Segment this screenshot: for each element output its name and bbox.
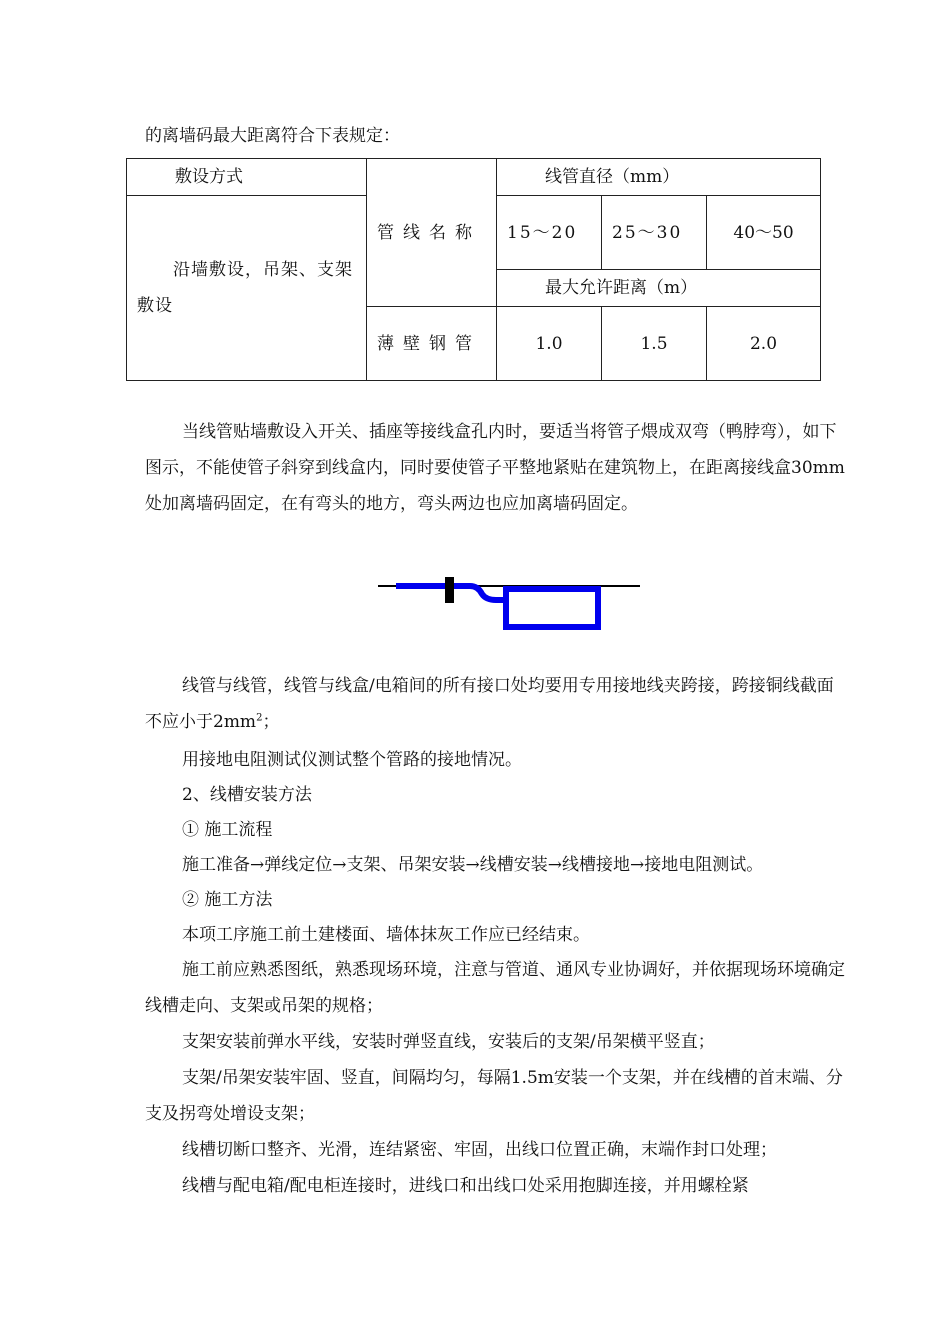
diameter-header: 线管直径（mm） [497, 159, 821, 196]
junction-box-icon [506, 589, 598, 627]
diameter-col-2: 25～30 [602, 196, 707, 270]
row-name: 薄壁钢管 [367, 307, 497, 381]
row-value-1: 1.0 [497, 307, 602, 381]
line-ground-test: 用接地电阻测试仪测试整个管路的接地情况。 [182, 750, 522, 770]
spacing-table [126, 158, 821, 381]
paragraph-prepare: 施工前应熟悉图纸，熟悉现场环境，注意与管道、通风专业协调好，并依据现场环境确定线槽走向、支架或吊架的规格； [145, 960, 845, 1016]
paragraph-bonding: 线管与线管，线管与线盒/电箱间的所有接口处均要用专用接地线夹跨接，跨接铜线截面不应小于$2mm^2$； [145, 676, 834, 732]
diameter-col-3: 40～50 [707, 196, 821, 270]
paragraph-level: 支架安装前弹水平线，安装时弹竖直线，安装后的支架/吊架横平竖直； [182, 1032, 715, 1052]
row-value-3: 2.0 [707, 307, 821, 381]
distance-header: 最大允许距离（m） [497, 270, 821, 307]
intro-text: 的离墙码最大距离符合下表规定： [145, 126, 400, 146]
method-value: 沿墙敷设，吊架、支架敷设 [127, 196, 367, 381]
paragraph-cut: 线槽切断口整齐、光滑，连结紧密、牢固，出线口位置正确，末端作封口处理； [182, 1140, 777, 1160]
row-value-2: 1.5 [602, 307, 707, 381]
diameter-col-1: 15～20 [497, 196, 602, 270]
name-header: 管线名称 [367, 159, 497, 307]
paragraph-support: 支架/吊架安装牢固、竖直，间隔均匀，每隔1.5m安装一个支架，并在线槽的首末端、分支及拐弯处增设支架； [145, 1068, 843, 1124]
line-precondition: 本项工序施工前土建楼面、墙体抹灰工作应已经结束。 [182, 925, 590, 945]
section-heading: 2、线槽安装方法 [182, 785, 312, 805]
subheading-method: ② 施工方法 [182, 890, 273, 910]
wall-clip-icon [445, 577, 454, 603]
pipe-bend-diagram [378, 572, 643, 634]
process-flow: 施工准备→弹线定位→支架、吊架安装→线槽安装→线槽接地→接地电阻测试。 [182, 855, 764, 875]
paragraph-connect: 线槽与配电箱/配电柜连接时，进线口和出线口处采用抱脚连接，并用螺栓紧 [182, 1176, 749, 1196]
subheading-process: ① 施工流程 [182, 820, 273, 840]
pipe-bend [454, 586, 506, 600]
method-header: 敷设方式 [127, 159, 367, 196]
paragraph-bend: 当线管贴墙敷设入开关、插座等接线盒孔内时，要适当将管子煨成双弯（鸭脖弯），如下图示，不能使管子斜穿到线盒内，同时要使管子平整地紧贴在建筑物上，在距离接线盒30mm处加离墙码固定，在有弯头的地方，弯头两边也应加离墙码固定。 [145, 422, 845, 514]
